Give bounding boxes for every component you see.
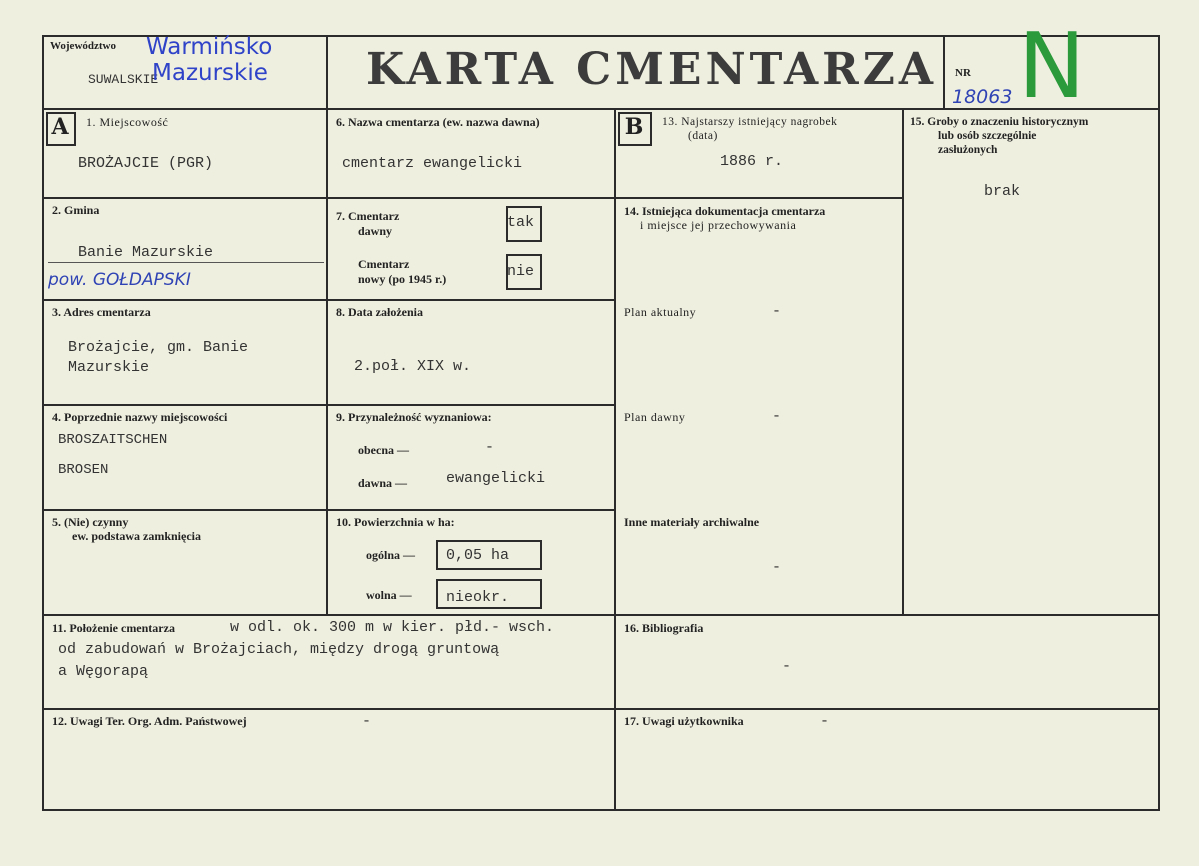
field-3-label: 3. Adres cmentarza — [52, 305, 151, 319]
field-2-value: Banie Mazurskie — [78, 244, 214, 261]
field-2-handwritten: pow. GOŁDAPSKI — [48, 270, 191, 290]
wojewodztwo-typed: SUWALSKIE — [88, 72, 159, 87]
row-line-13 — [614, 197, 902, 199]
card-title: KARTA CMENTARZA — [366, 44, 937, 95]
plan-aktualny-value: - — [772, 303, 782, 320]
wojewodztwo-label: Województwo — [50, 40, 116, 52]
field-11-label: 11. Położenie cmentarza — [52, 621, 175, 635]
field-4-value-line2: BROSEN — [58, 462, 109, 478]
field-1-label: 1. Miejscowość — [86, 115, 169, 129]
col-divider-1 — [326, 108, 328, 615]
field-14-label-line2: i miejsce jej przechowywania — [640, 218, 797, 232]
field-8-label: 8. Data założenia — [336, 305, 423, 319]
field-11-value-line2: od zabudowań w Brożajciach, między drogą gruntową — [58, 641, 500, 658]
field-10-wolna-label: wolna — — [366, 588, 412, 602]
plan-dawny-value: - — [772, 408, 782, 425]
field-15-label-line1: 15. Groby o znaczeniu historycznym — [910, 116, 1089, 128]
field-13-value: 1886 r. — [720, 153, 784, 170]
header-divider-1 — [326, 35, 328, 109]
nr-label: NR — [955, 67, 971, 79]
field-6-value: cmentarz ewangelicki — [342, 155, 523, 172]
field-15-label-line2: lub osób szczególnie — [938, 130, 1037, 142]
field-16-label: 16. Bibliografia — [624, 621, 704, 635]
field-14-label-line1: 14. Istniejąca dokumentacja cmentarza — [624, 204, 826, 218]
field-10-wolna-value: nieokr. — [446, 589, 510, 606]
field-17-label: 17. Uwagi użytkownika — [624, 714, 744, 728]
field-9-label: 9. Przynależność wyznaniowa: — [336, 410, 492, 424]
field-7-dawny-label-1: 7. Cmentarz — [336, 209, 400, 223]
field-16-value: - — [782, 658, 792, 675]
field-7-dawny-value: tak — [507, 214, 535, 231]
field-8-value: 2.poł. XIX w. — [354, 358, 472, 375]
plan-dawny-label: Plan dawny — [624, 410, 686, 424]
frame-right — [1158, 35, 1160, 811]
inne-materialy-label: Inne materiały archiwalne — [624, 515, 760, 529]
field-10-label: 10. Powierzchnia w ha: — [336, 515, 455, 529]
inne-materialy-value: - — [772, 559, 782, 576]
field-7-nowy-value: nie — [507, 263, 535, 280]
col-divider-3 — [902, 108, 904, 615]
field-9-obecna-label: obecna — — [358, 443, 409, 457]
frame-left — [42, 35, 44, 811]
field-9-dawna-value: ewangelicki — [446, 470, 546, 487]
row-line-3 — [42, 404, 614, 406]
header-divider-2 — [943, 35, 945, 109]
row-line-1 — [42, 197, 614, 199]
row-line-4 — [42, 509, 614, 511]
field-10-ogolna-label: ogólna — — [366, 548, 416, 562]
row-line-bottom-1 — [42, 614, 1160, 616]
field-11-value-line1: w odl. ok. 300 m w kier. płd.- wsch. — [230, 619, 555, 636]
field-13-label-line2: (data) — [688, 130, 718, 142]
field-2-label: 2. Gmina — [52, 203, 100, 217]
field-12-value: - — [362, 713, 372, 730]
field-5-label-line1: 5. (Nie) czynny — [52, 515, 129, 529]
col-divider-2 — [614, 108, 616, 811]
field-4-label: 4. Poprzednie nazwy miejscowości — [52, 410, 228, 424]
field-12-label: 12. Uwagi Ter. Org. Adm. Państwowej — [52, 714, 247, 728]
field-9-dawna-label: dawna — — [358, 476, 408, 490]
field-13-label-line1: 13. Najstarszy istniejący nagrobek — [662, 116, 838, 128]
field-5-label-line2: ew. podstawa zamknięcia — [72, 529, 201, 543]
row-line-bottom-2 — [42, 708, 1160, 710]
field-9-obecna-value: - — [485, 439, 495, 456]
section-b-letter: B — [624, 114, 644, 140]
field-4-value-line1: BROSZAITSCHEN — [58, 432, 168, 448]
field-11-value-line3: a Węgorapą — [58, 663, 149, 680]
row-line-2 — [42, 299, 614, 301]
section-a-letter: A — [51, 114, 69, 140]
field-1-value: BROŻAJCIE (PGR) — [78, 155, 214, 172]
field-15-label-line3: zasłużonych — [938, 144, 998, 156]
field-17-value: - — [820, 713, 830, 730]
nr-letter: N — [1018, 14, 1086, 119]
nr-value: 18063 — [952, 86, 1013, 108]
frame-bottom — [42, 809, 1160, 811]
field-7-nowy-label-2: nowy (po 1945 r.) — [358, 272, 447, 286]
field-7-dawny-label-2: dawny — [358, 224, 393, 238]
wojewodztwo-stamp-line1: Warmińsko — [146, 34, 273, 60]
wojewodztwo-stamp-line2: Mazurskie — [152, 60, 268, 86]
field-6-label: 6. Nazwa cmentarza (ew. nazwa dawna) — [336, 115, 540, 129]
plan-aktualny-label: Plan aktualny — [624, 305, 697, 319]
field-10-ogolna-value: 0,05 ha — [446, 547, 510, 564]
field-3-value-line1: Brożajcie, gm. Banie — [68, 339, 249, 356]
field-15-value: brak — [984, 183, 1021, 200]
field-7-nowy-label-1: Cmentarz — [358, 257, 410, 271]
header-bottom-line — [42, 108, 1160, 110]
field-3-value-line2: Mazurskie — [68, 359, 150, 376]
